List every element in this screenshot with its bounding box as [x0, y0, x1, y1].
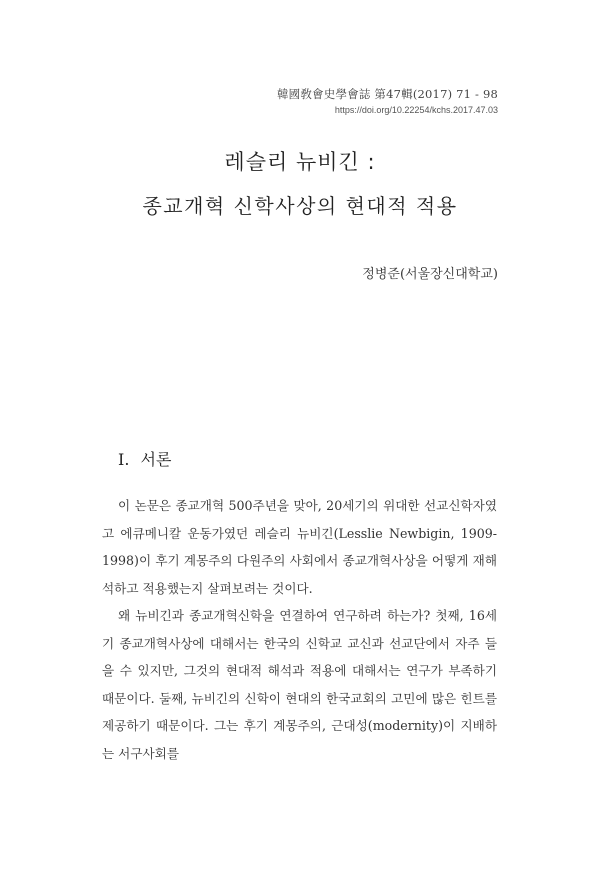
section-heading — [118, 447, 171, 470]
section-number: I. — [118, 450, 130, 469]
paper-title — [0, 146, 600, 219]
doi-link[interactable]: https://doi.org/10.22254/kchs.2017.47.03 — [334, 105, 498, 115]
title-line-2: 종교개혁 신학사상의 현대적 적용 — [142, 194, 458, 218]
journal-header — [277, 86, 498, 115]
author-affiliation: 정병준(서울장신대학교) — [362, 267, 498, 282]
section-title: 서론 — [140, 450, 172, 469]
paragraph: 왜 뉴비긴과 종교개혁신학을 연결하여 연구하려 하는가? 첫째, 16세기 종교개혁사상에 대해서는 한국의 신학교 교신과 선교단에서 자주 들을 수 있지만, 그것의 현대적 해석과 적용에 대해서는 연구가 부족하기 때문이다. 둘째, 뉴비긴의 신학이 현대의 한국교회의 고민에 많은 힌트를 제공하기 때문이다. 그는 후기 계몽주의, 근대성(modernity)이 지배하는 서구사회를 — [102, 608, 497, 761]
journal-citation: 韓國敎會史學會誌 第47輯(2017) 71 - 98 — [276, 87, 498, 101]
title-line-1: 레슬리 뉴비긴 : — [224, 150, 376, 174]
paragraph: 이 논문은 종교개혁 500주년을 맞아, 20세기의 위대한 선교신학자였고 에큐메니칼 운동가였던 레슬리 뉴비긴(Lesslie Newbigin, 1909-1998)이 후기 계몽주의 다원주의 사회에서 종교개혁사상을 어떻게 재해석하고 적용했는지 살펴보려는 것이다. — [102, 498, 497, 596]
body-text — [102, 492, 497, 767]
